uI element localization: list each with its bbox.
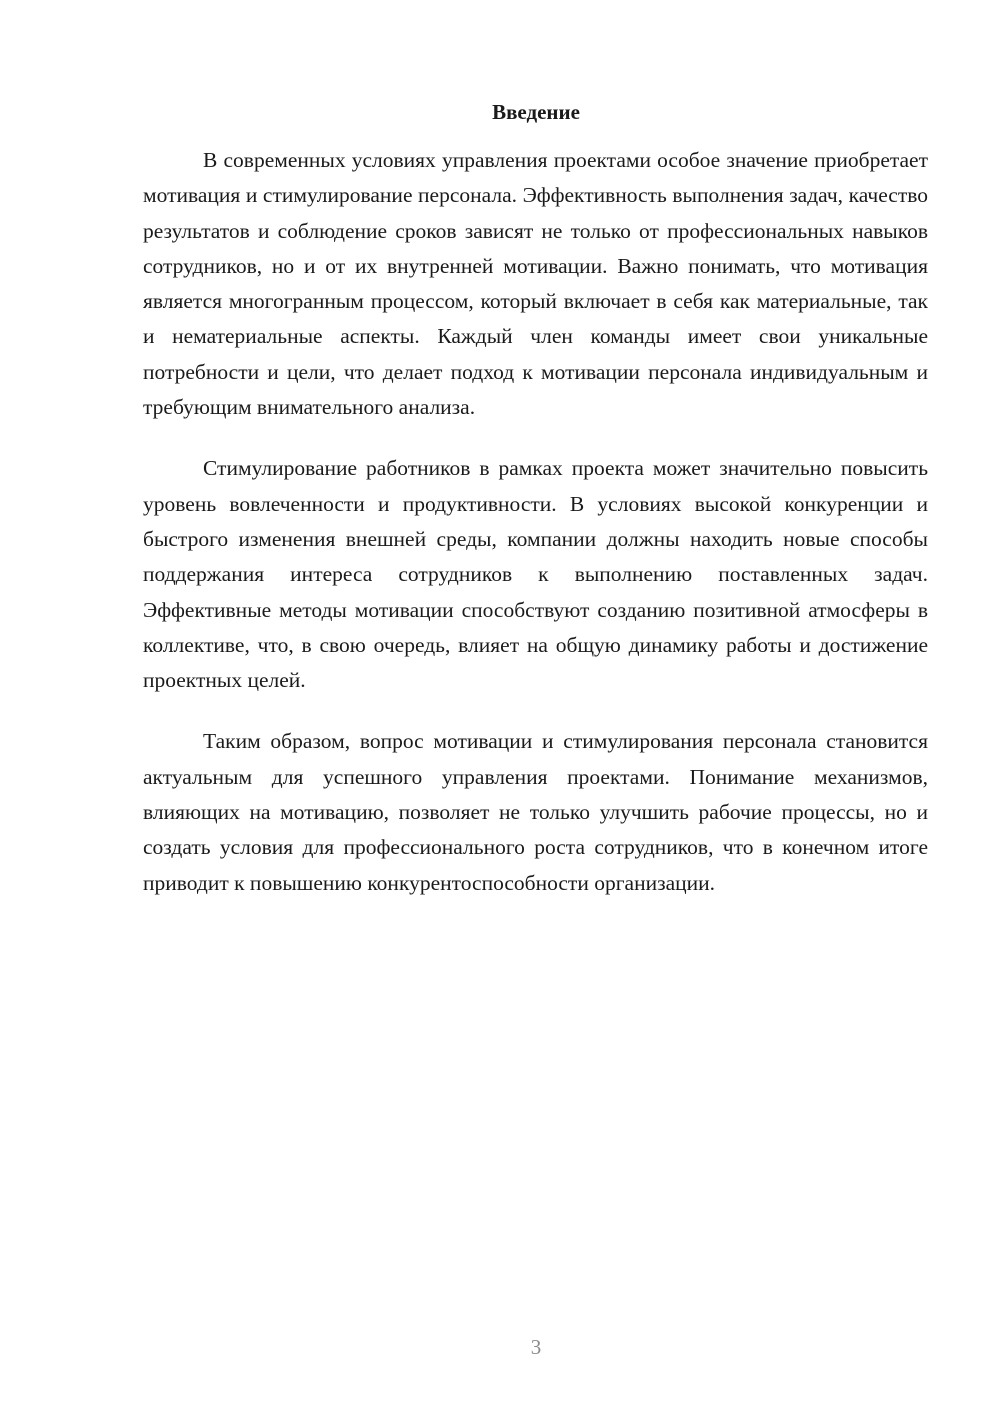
paragraph-1: В современных условиях управления проектами особое значение приобретает мотивация и стимулирование персонала. Эффективность выполнения задач, качество результатов и соблюдение сроков зависят не только от профессиональных навыков сотрудников, но и от их внутренней мотивации. Важно понимать, что мотивация является многогранным процессом, который включает в себя как материальные, так и нематериальные аспекты. Каждый член команды имеет свои уникальные потребности и цели, что делает подход к мотивации персонала индивидуальным и требующим внимательного анализа. [143,148,928,420]
paragraph-3: Таким образом, вопрос мотивации и стимулирования персонала становится актуальным для успешного управления проектами. Понимание механизмов, влияющих на мотивацию, позволяет не только улучшить рабочие процессы, но и создать условия для профессионального роста сотрудников, что в конечном итоге приводит к повышению конкурентоспособности организации. [143,729,928,895]
body-text [143,143,928,927]
page-number: 3 [530,1335,542,1359]
paragraph-2: Стимулирование работников в рамках проекта может значительно повысить уровень вовлеченности и продуктивности. В условиях высокой конкуренции и быстрого изменения внешней среды, компании должны находить новые способы поддержания интереса сотрудников к выполнению поставленных задач. Эффективные методы мотивации способствуют созданию позитивной атмосферы в коллективе, что, в свою очередь, влияет на общую динамику работы и достижение проектных целей. [143,456,928,693]
section-title: Введение [492,100,580,124]
